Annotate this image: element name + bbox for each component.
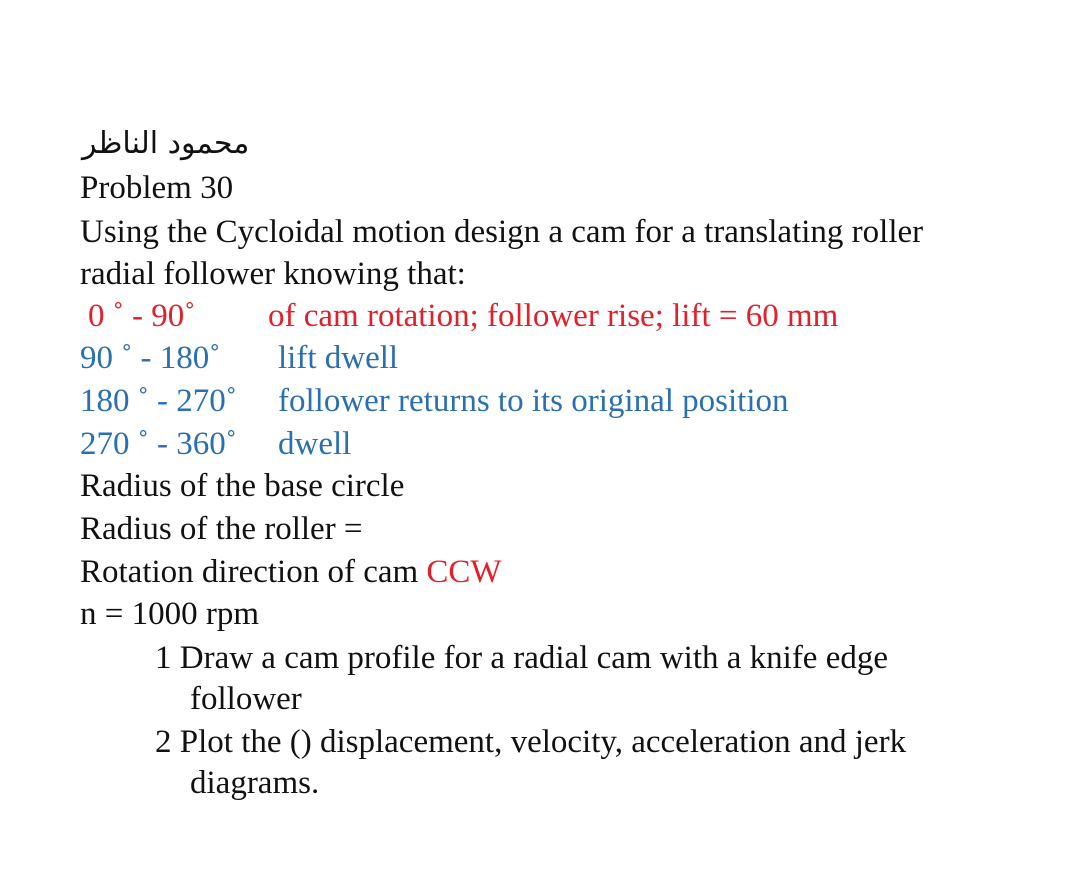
intro-line-1: Using the Cycloidal motion design a cam for a translating roller bbox=[80, 214, 924, 250]
author-name: محمود الناظر bbox=[82, 126, 250, 161]
rotation-direction bbox=[80, 552, 502, 592]
segment-description: of cam rotation; follower rise; lift = 60 mm bbox=[268, 298, 839, 334]
roller-radius: Radius of the roller = bbox=[80, 511, 363, 547]
task-2-line-2: diagrams. bbox=[190, 765, 320, 801]
base-circle-radius: Radius of the base circle bbox=[80, 468, 405, 504]
rotation-value: CCW bbox=[426, 554, 502, 590]
speed: n = 1000 rpm bbox=[80, 596, 260, 632]
task-1-line-1: 1 Draw a cam profile for a radial cam with a knife edge bbox=[155, 640, 888, 676]
task-1-line-2: follower bbox=[190, 681, 302, 717]
segment-range: 0 ˚ - 90˚ bbox=[88, 298, 196, 334]
problem-title: Problem 30 bbox=[80, 170, 234, 206]
intro-line-2: radial follower knowing that: bbox=[80, 256, 466, 292]
segment-range: 180 ˚ - 270˚ bbox=[80, 383, 237, 419]
segment-range: 90 ˚ - 180˚ bbox=[80, 340, 221, 376]
segment-description: follower returns to its original position bbox=[278, 383, 789, 419]
rotation-label: Rotation direction of cam bbox=[80, 554, 427, 590]
segment-range: 270 ˚ - 360˚ bbox=[80, 426, 237, 462]
task-2-line-1: 2 Plot the () displacement, velocity, acceleration and jerk bbox=[155, 724, 907, 760]
segment-description: dwell bbox=[278, 426, 352, 462]
segment-description: lift dwell bbox=[278, 340, 399, 376]
